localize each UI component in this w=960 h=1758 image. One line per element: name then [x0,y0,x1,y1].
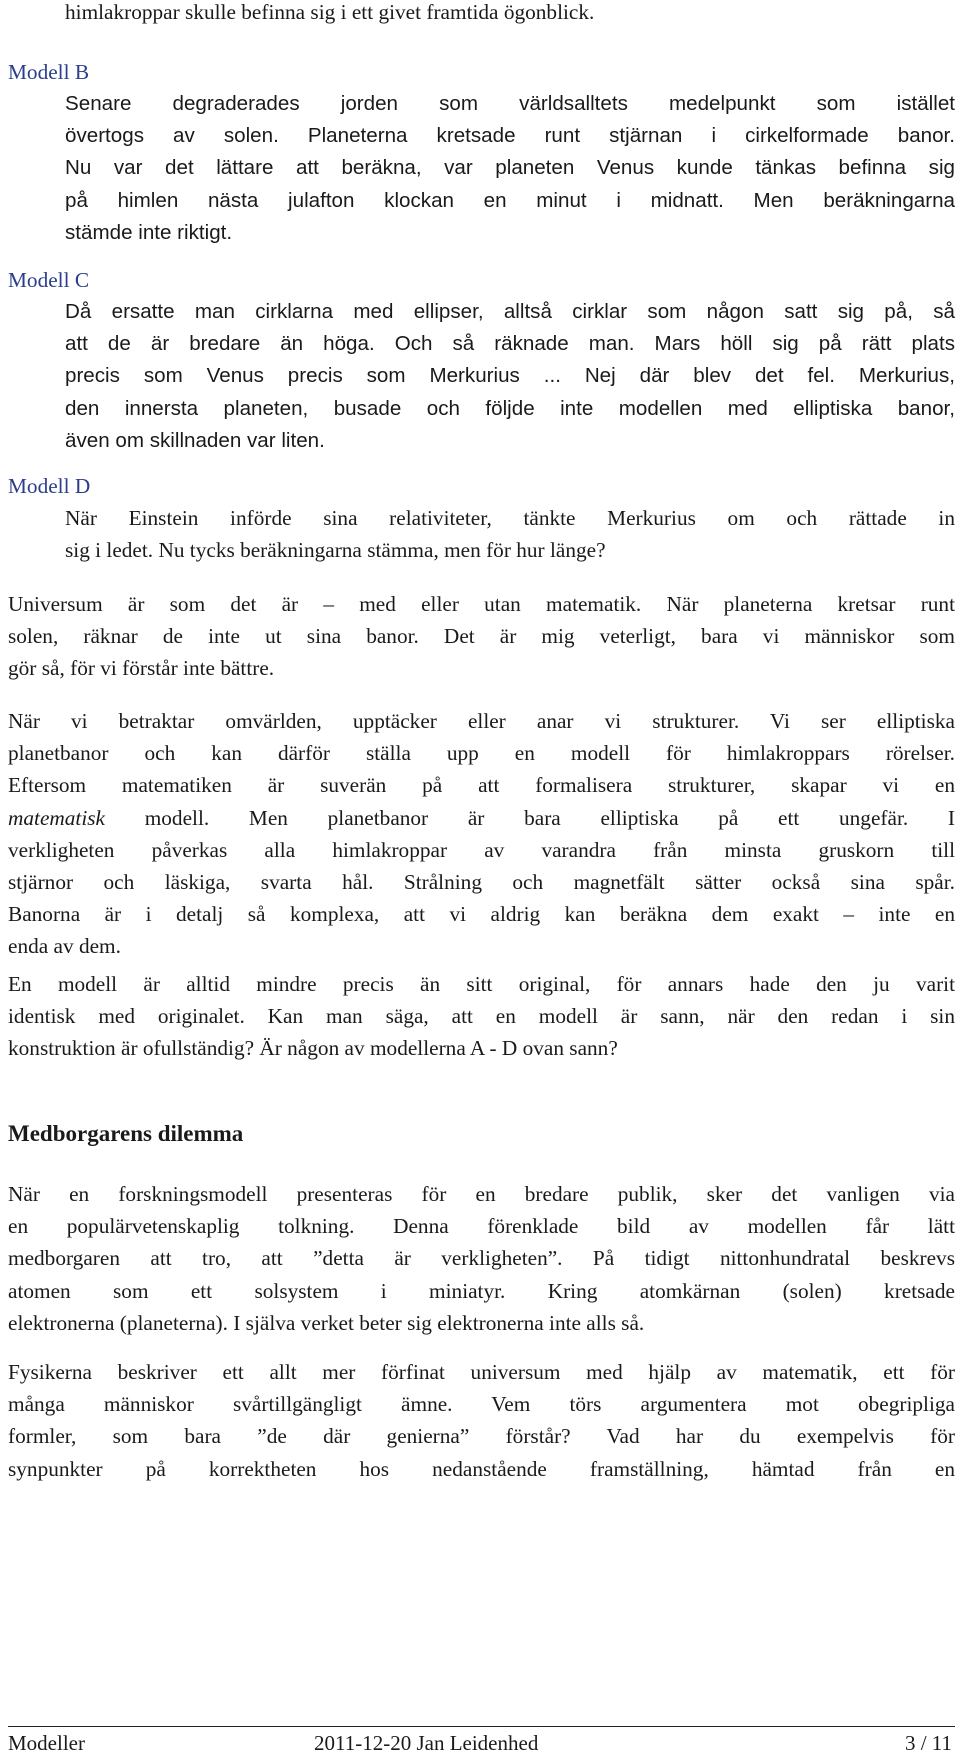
text-line: konstruktion är ofullständig? Är någon av modellerna A - D ovan sann? [8,1036,618,1061]
model-d-title: Modell D [8,474,91,498]
text-line: formler, som bara ”de där genierna” förstår? Vad har du exempelvis för [8,1424,955,1449]
text-line: Nu var det lättare att beräkna, var planeten Venus kunde tänkas befinna sig [65,156,955,180]
model-b-text [65,88,955,249]
continued-line: himlakroppar skulle befinna sig i ett givet framtida ögonblick. [65,0,595,24]
model-d-text [65,502,955,566]
text-line: identisk med originalet. Kan man säga, att en modell är sann, när den redan i sin [8,1004,955,1029]
text-line: atomen som ett solsystem i miniatyr. Kring atomkärnan (solen) kretsade [8,1278,955,1303]
model-b-title: Modell B [8,60,90,84]
model-c-title: Modell C [8,268,90,292]
text-line: många människor svårtillgängligt ämne. Vem törs argumentera mot obegripliga [8,1392,955,1417]
text-line: En modell är alltid mindre precis än sitt original, för annars hade den ju varit [8,972,955,996]
text-line: Fysikerna beskriver ett allt mer förfinat universum med hjälp av matematik, ett för [8,1360,955,1384]
text-line: Universum är som det är – med eller utan matematik. När planeterna kretsar runt [8,592,955,616]
text-line: När Einstein införde sina relativiteter, tänkte Merkurius om och rättade in [65,506,955,530]
text-line: precis som Venus precis som Merkurius ... Nej där blev det fel. Merkurius, [65,364,955,388]
text-line: gör så, för vi förstår inte bättre. [8,656,275,681]
text-line: verkligheten påverkas alla himlakroppar av varandra från minsta gruskorn till [8,837,955,862]
footer-page-number: 3 / 11 [904,1731,952,1755]
model-d-section [8,470,955,502]
emphasis-word: matematisk [8,805,106,830]
text-line: även om skillnaden var liten. [65,428,325,452]
text-line: stämde inte riktigt. [65,220,233,244]
text-line: Banorna är i detalj så komplexa, att vi aldrig kan beräkna dem exakt – inte en [8,902,955,927]
text-line [8,802,955,834]
text-line: den innersta planeten, busade och följde inte modellen med elliptiska banor, [65,396,955,420]
text-line: När vi betraktar omvärlden, upptäcker eller anar vi strukturer. Vi ser elliptiska [8,709,955,733]
text-line: solen, räknar de inte ut sina banor. Det är mig veterligt, bara vi människor som [8,624,955,649]
text-line: När en forskningsmodell presenteras för en bredare publik, sker det vanligen via [8,1182,955,1206]
paragraph-universum [8,588,955,685]
footer-title: Modeller [8,1731,85,1755]
text-line: planetbanor och kan därför ställa upp en modell för himlakroppars rörelser. [8,741,955,766]
text-line: medborgaren att tro, att ”detta är verkligheten”. På tidigt nittonhundratal beskrevs [8,1246,955,1271]
text-line: att de är bredare än höga. Och så räknade man. Mars höll sig på rätt plats [65,332,955,356]
paragraph-forskningsmodell [8,1178,955,1339]
paragraph-fysikerna [8,1356,955,1485]
text-line: enda av dem. [8,934,121,959]
text-line: övertogs av solen. Planeterna kretsade runt stjärnan i cirkelformade banor. [65,124,955,148]
text-fragment: modell. Men planetbanor är bara elliptiska på ett ungefär. I [105,805,955,830]
model-c-text [65,296,955,457]
paragraph-modell-precis [8,968,955,1065]
footer-divider [8,1726,955,1727]
model-c-section [8,264,955,296]
footer-date-author: 2011-12-20 Jan Leidenhed [314,1731,539,1755]
text-line: en populärvetenskaplig tolkning. Denna förenklade bild av modellen får lätt [8,1214,955,1239]
text-line: elektronerna (planeterna). I själva verket beter sig elektronerna inte alls så. [8,1310,645,1335]
text-line: synpunkter på korrektheten hos nedanstående framställning, hämtad från en [8,1456,955,1481]
text-line: Eftersom matematiken är suverän på att formalisera strukturer, skapar vi en [8,773,955,798]
text-line: Då ersatte man cirklarna med ellipser, alltså cirklar som någon satt sig på, så [65,300,955,323]
text-line: Senare degraderades jorden som världsalltets medelpunkt som istället [65,92,955,115]
text-line: på himlen nästa julafton klockan en minut i midnatt. Men beräkningarna [65,188,955,212]
paragraph-omvarlden [8,705,955,963]
model-b-section [8,56,955,88]
text-line: stjärnor och läskiga, svarta hål. Strålning och magnetfält sätter också sina spår. [8,870,955,895]
section-heading: Medborgarens dilemma [8,1121,244,1146]
text-line: sig i ledet. Nu tycks beräkningarna stämma, men för hur länge? [65,538,606,563]
